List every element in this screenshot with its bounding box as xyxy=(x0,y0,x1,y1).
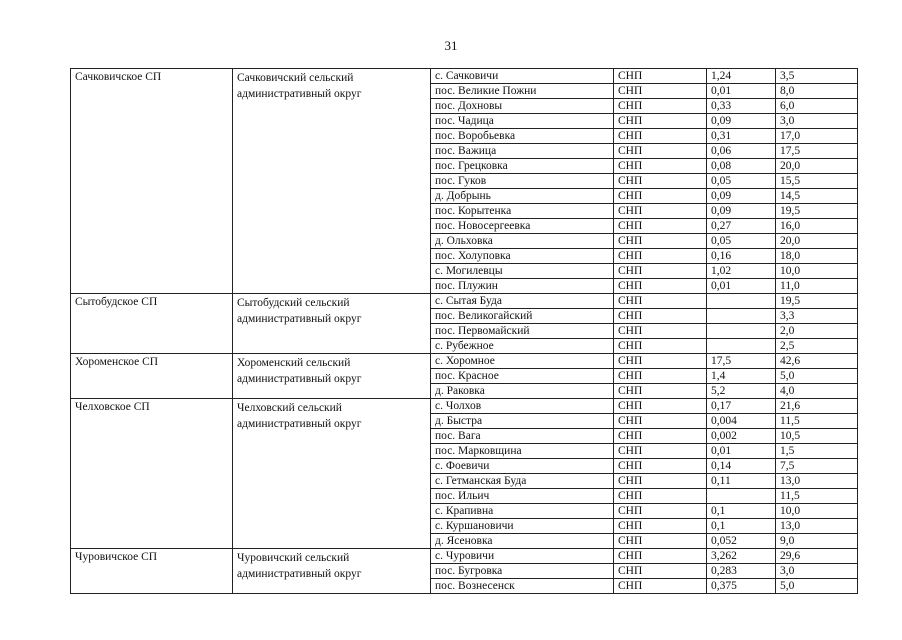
settlement-district-cell: Сачковичское СП xyxy=(71,69,233,294)
settlement-name-cell: д. Добрынь xyxy=(431,189,614,204)
value-2-cell: 11,5 xyxy=(776,489,858,504)
admin-okrug-cell: Сачковичский сельский административный округ xyxy=(233,69,431,294)
settlement-type-cell: СНП xyxy=(614,99,707,114)
settlement-district-cell: Сытобудское СП xyxy=(71,294,233,354)
settlement-name-cell: пос. Важица xyxy=(431,144,614,159)
value-2-cell: 7,5 xyxy=(776,459,858,474)
value-1-cell: 5,2 xyxy=(707,384,776,399)
settlement-name-cell: пос. Марковщина xyxy=(431,444,614,459)
value-2-cell: 10,0 xyxy=(776,264,858,279)
value-2-cell: 2,0 xyxy=(776,324,858,339)
value-1-cell: 0,004 xyxy=(707,414,776,429)
value-2-cell: 5,0 xyxy=(776,579,858,594)
settlement-name-cell: пос. Чадица xyxy=(431,114,614,129)
value-2-cell: 42,6 xyxy=(776,354,858,369)
value-1-cell: 0,09 xyxy=(707,114,776,129)
value-1-cell: 0,31 xyxy=(707,129,776,144)
settlement-type-cell: СНП xyxy=(614,534,707,549)
value-2-cell: 20,0 xyxy=(776,234,858,249)
value-2-cell: 20,0 xyxy=(776,159,858,174)
value-2-cell: 19,5 xyxy=(776,294,858,309)
value-1-cell: 0,002 xyxy=(707,429,776,444)
settlement-type-cell: СНП xyxy=(614,474,707,489)
settlement-name-cell: пос. Первомайский xyxy=(431,324,614,339)
settlement-name-cell: пос. Гуков xyxy=(431,174,614,189)
table-row xyxy=(71,549,858,564)
settlement-district-cell: Челховское СП xyxy=(71,399,233,549)
value-2-cell: 3,0 xyxy=(776,564,858,579)
value-2-cell: 14,5 xyxy=(776,189,858,204)
settlement-name-cell: пос. Бугровка xyxy=(431,564,614,579)
settlement-type-cell: СНП xyxy=(614,294,707,309)
value-1-cell: 17,5 xyxy=(707,354,776,369)
settlement-type-cell: СНП xyxy=(614,129,707,144)
settlement-name-cell: пос. Плужин xyxy=(431,279,614,294)
value-2-cell: 3,0 xyxy=(776,114,858,129)
settlement-type-cell: СНП xyxy=(614,279,707,294)
settlement-type-cell: СНП xyxy=(614,309,707,324)
settlement-type-cell: СНП xyxy=(614,459,707,474)
value-2-cell: 4,0 xyxy=(776,384,858,399)
settlement-district-cell: Чуровичское СП xyxy=(71,549,233,594)
value-1-cell: 0,01 xyxy=(707,444,776,459)
admin-okrug-cell: Сытобудский сельский административный округ xyxy=(233,294,431,354)
value-2-cell: 18,0 xyxy=(776,249,858,264)
settlement-type-cell: СНП xyxy=(614,219,707,234)
value-2-cell: 10,0 xyxy=(776,504,858,519)
settlement-name-cell: д. Ольховка xyxy=(431,234,614,249)
settlement-name-cell: пос. Дохновы xyxy=(431,99,614,114)
value-1-cell: 3,262 xyxy=(707,549,776,564)
settlement-name-cell: с. Чуровичи xyxy=(431,549,614,564)
value-1-cell: 0,11 xyxy=(707,474,776,489)
value-1-cell xyxy=(707,489,776,504)
settlement-type-cell: СНП xyxy=(614,579,707,594)
value-2-cell: 17,0 xyxy=(776,129,858,144)
settlement-type-cell: СНП xyxy=(614,114,707,129)
settlement-name-cell: пос. Великие Пожни xyxy=(431,84,614,99)
settlement-name-cell: пос. Холуповка xyxy=(431,249,614,264)
value-1-cell: 0,05 xyxy=(707,174,776,189)
settlement-name-cell: пос. Корытенка xyxy=(431,204,614,219)
settlement-name-cell: с. Рубежное xyxy=(431,339,614,354)
value-2-cell: 10,5 xyxy=(776,429,858,444)
value-1-cell: 0,05 xyxy=(707,234,776,249)
value-2-cell: 1,5 xyxy=(776,444,858,459)
admin-okrug-cell: Хороменский сельский административный округ xyxy=(233,354,431,399)
value-1-cell: 0,1 xyxy=(707,504,776,519)
settlement-type-cell: СНП xyxy=(614,549,707,564)
value-1-cell: 0,1 xyxy=(707,519,776,534)
value-2-cell: 21,6 xyxy=(776,399,858,414)
value-2-cell: 5,0 xyxy=(776,369,858,384)
value-1-cell: 0,16 xyxy=(707,249,776,264)
value-1-cell: 0,17 xyxy=(707,399,776,414)
value-1-cell xyxy=(707,309,776,324)
settlement-name-cell: с. Крапивна xyxy=(431,504,614,519)
settlement-type-cell: СНП xyxy=(614,69,707,84)
settlement-type-cell: СНП xyxy=(614,369,707,384)
value-1-cell: 0,33 xyxy=(707,99,776,114)
settlement-type-cell: СНП xyxy=(614,399,707,414)
settlement-type-cell: СНП xyxy=(614,444,707,459)
settlement-type-cell: СНП xyxy=(614,519,707,534)
settlement-type-cell: СНП xyxy=(614,249,707,264)
settlement-type-cell: СНП xyxy=(614,234,707,249)
value-1-cell: 1,24 xyxy=(707,69,776,84)
settlement-name-cell: пос. Вага xyxy=(431,429,614,444)
table-row xyxy=(71,399,858,414)
settlement-type-cell: СНП xyxy=(614,339,707,354)
value-2-cell: 11,5 xyxy=(776,414,858,429)
value-1-cell: 0,01 xyxy=(707,84,776,99)
value-2-cell: 19,5 xyxy=(776,204,858,219)
value-1-cell: 0,01 xyxy=(707,279,776,294)
settlement-name-cell: с. Хоромное xyxy=(431,354,614,369)
table-row xyxy=(71,354,858,369)
value-1-cell: 0,09 xyxy=(707,204,776,219)
settlement-type-cell: СНП xyxy=(614,564,707,579)
value-1-cell: 0,283 xyxy=(707,564,776,579)
settlement-name-cell: пос. Вознесенск xyxy=(431,579,614,594)
settlement-type-cell: СНП xyxy=(614,354,707,369)
settlement-name-cell: с. Сачковичи xyxy=(431,69,614,84)
settlement-name-cell: с. Могилевцы xyxy=(431,264,614,279)
settlement-name-cell: пос. Ильич xyxy=(431,489,614,504)
admin-okrug-cell: Чуровичский сельский административный округ xyxy=(233,549,431,594)
value-2-cell: 29,6 xyxy=(776,549,858,564)
settlement-name-cell: пос. Великогайский xyxy=(431,309,614,324)
settlement-district-cell: Хороменское СП xyxy=(71,354,233,399)
settlement-type-cell: СНП xyxy=(614,324,707,339)
settlement-name-cell: д. Раковка xyxy=(431,384,614,399)
value-2-cell: 15,5 xyxy=(776,174,858,189)
value-1-cell: 0,052 xyxy=(707,534,776,549)
value-2-cell: 8,0 xyxy=(776,84,858,99)
value-1-cell: 0,14 xyxy=(707,459,776,474)
value-2-cell: 2,5 xyxy=(776,339,858,354)
value-1-cell xyxy=(707,324,776,339)
value-1-cell xyxy=(707,294,776,309)
value-1-cell: 1,02 xyxy=(707,264,776,279)
settlement-name-cell: пос. Грецковка xyxy=(431,159,614,174)
value-2-cell: 13,0 xyxy=(776,519,858,534)
settlement-type-cell: СНП xyxy=(614,204,707,219)
settlement-name-cell: пос. Воробьевка xyxy=(431,129,614,144)
value-2-cell: 17,5 xyxy=(776,144,858,159)
value-1-cell: 0,375 xyxy=(707,579,776,594)
settlement-type-cell: СНП xyxy=(614,489,707,504)
value-2-cell: 3,3 xyxy=(776,309,858,324)
settlement-type-cell: СНП xyxy=(614,159,707,174)
settlement-type-cell: СНП xyxy=(614,384,707,399)
table-body xyxy=(71,69,858,594)
value-2-cell: 11,0 xyxy=(776,279,858,294)
settlement-type-cell: СНП xyxy=(614,144,707,159)
value-1-cell: 0,27 xyxy=(707,219,776,234)
settlement-type-cell: СНП xyxy=(614,429,707,444)
table-row xyxy=(71,294,858,309)
settlement-name-cell: с. Куршановичи xyxy=(431,519,614,534)
settlement-type-cell: СНП xyxy=(614,84,707,99)
settlement-name-cell: с. Фоевичи xyxy=(431,459,614,474)
settlement-name-cell: д. Быстра xyxy=(431,414,614,429)
settlement-name-cell: с. Чолхов xyxy=(431,399,614,414)
page-number: 31 xyxy=(444,38,458,53)
value-1-cell: 1,4 xyxy=(707,369,776,384)
value-2-cell: 6,0 xyxy=(776,99,858,114)
settlements-table xyxy=(70,68,858,594)
settlement-name-cell: пос. Красное xyxy=(431,369,614,384)
settlement-type-cell: СНП xyxy=(614,264,707,279)
settlement-type-cell: СНП xyxy=(614,189,707,204)
settlement-name-cell: с. Сытая Буда xyxy=(431,294,614,309)
table-row xyxy=(71,69,858,84)
value-1-cell: 0,09 xyxy=(707,189,776,204)
value-1-cell: 0,08 xyxy=(707,159,776,174)
settlement-type-cell: СНП xyxy=(614,414,707,429)
admin-okrug-cell: Челховский сельский административный округ xyxy=(233,399,431,549)
settlement-type-cell: СНП xyxy=(614,504,707,519)
value-1-cell xyxy=(707,339,776,354)
settlement-type-cell: СНП xyxy=(614,174,707,189)
value-2-cell: 16,0 xyxy=(776,219,858,234)
value-2-cell: 13,0 xyxy=(776,474,858,489)
value-2-cell: 3,5 xyxy=(776,69,858,84)
value-1-cell: 0,06 xyxy=(707,144,776,159)
settlement-name-cell: д. Ясеновка xyxy=(431,534,614,549)
settlement-name-cell: пос. Новосергеевка xyxy=(431,219,614,234)
settlement-name-cell: с. Гетманская Буда xyxy=(431,474,614,489)
value-2-cell: 9,0 xyxy=(776,534,858,549)
